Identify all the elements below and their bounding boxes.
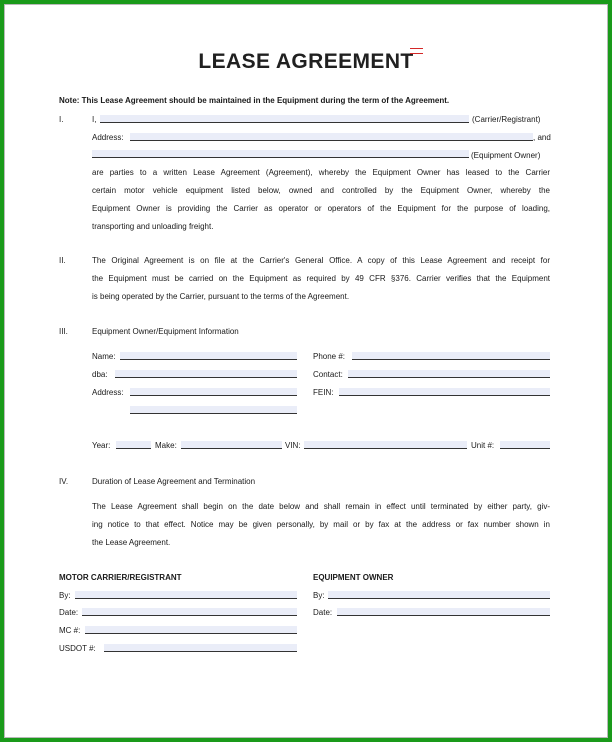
section-4-text-line-3: the Lease Agreement. bbox=[92, 538, 171, 547]
section-1-text-line-1: are parties to a written Lease Agreement (Agreement), whereby the Equipment Owner has leased to the Carrier bbox=[92, 168, 550, 177]
carrier-by-field[interactable] bbox=[75, 591, 297, 599]
section-4-text-line-1: The Lease Agreement shall begin on the date below and shall remain in effect until terminated by either party, giv- bbox=[92, 502, 550, 511]
vin-field[interactable] bbox=[304, 441, 467, 449]
make-field[interactable] bbox=[181, 441, 282, 449]
page-title: LEASE AGREEMENT bbox=[198, 50, 414, 73]
fein-field[interactable] bbox=[339, 388, 550, 396]
carrier-by-label: By: bbox=[59, 591, 71, 600]
section-4-heading: Duration of Lease Agreement and Termination bbox=[92, 477, 256, 486]
dba-field[interactable] bbox=[115, 370, 297, 378]
section-1-address-field[interactable] bbox=[130, 133, 533, 141]
owner-date-field[interactable] bbox=[337, 608, 550, 616]
owner-name-field[interactable] bbox=[120, 352, 297, 360]
motor-carrier-heading: MOTOR CARRIER/REGISTRANT bbox=[59, 573, 182, 582]
section-4-number: IV. bbox=[59, 477, 69, 486]
section-2-text-line-1: The Original Agreement is on file at the Carrier's General Office. A copy of this Lease Agreement and receipt for bbox=[92, 256, 550, 265]
carrier-registrant-suffix: (Carrier/Registrant) bbox=[472, 115, 541, 124]
mc-field[interactable] bbox=[85, 626, 297, 634]
section-1-number: I. bbox=[59, 115, 64, 124]
section-1-text-line-2: certain motor vehicle equipment listed below, owned and controlled by the Equipment Owner, whereby the bbox=[92, 186, 550, 195]
equipment-owner-name-field[interactable] bbox=[92, 150, 469, 158]
contact-label: Contact: bbox=[313, 370, 343, 379]
section-3-number: III. bbox=[59, 327, 68, 336]
phone-label: Phone #: bbox=[313, 352, 346, 361]
fein-label: FEIN: bbox=[313, 388, 334, 397]
unit-field[interactable] bbox=[500, 441, 550, 449]
contact-field[interactable] bbox=[348, 370, 550, 378]
owner-date-label: Date: bbox=[313, 608, 333, 617]
section-1-text-line-4: transporting and unloading freight. bbox=[92, 222, 214, 231]
unit-label: Unit #: bbox=[471, 441, 495, 450]
year-field[interactable] bbox=[116, 441, 151, 449]
carrier-date-field[interactable] bbox=[82, 608, 297, 616]
equipment-owner-suffix: (Equipment Owner) bbox=[471, 151, 541, 160]
and-suffix: , and bbox=[533, 133, 551, 142]
usdot-field[interactable] bbox=[104, 644, 297, 652]
owner-address-line-2-field[interactable] bbox=[130, 406, 297, 414]
owner-address-field[interactable] bbox=[130, 388, 297, 396]
phone-field[interactable] bbox=[352, 352, 550, 360]
carrier-date-label: Date: bbox=[59, 608, 79, 617]
year-label: Year: bbox=[92, 441, 111, 450]
equipment-owner-heading: EQUIPMENT OWNER bbox=[313, 573, 394, 582]
section-4-text-line-2: ing notice to that effect. Notice may be given personally, by mail or by fax at the address or fax number shown in bbox=[92, 520, 550, 529]
dba-label: dba: bbox=[92, 370, 108, 379]
section-2-text-line-3: is being operated by the Carrier, pursuant to the terms of the Agreement. bbox=[92, 292, 350, 301]
note-text: Note: This Lease Agreement should be maintained in the Equipment during the term of the Agreement. bbox=[59, 96, 450, 105]
make-label: Make: bbox=[155, 441, 177, 450]
section-1-address-label: Address: bbox=[92, 133, 124, 142]
owner-name-label: Name: bbox=[92, 352, 116, 361]
title-mark-decoration bbox=[410, 48, 423, 54]
mc-label: MC #: bbox=[59, 626, 81, 635]
section-2-text-line-2: the Equipment must be carried on the Equipment as required by 49 CFR §376. Carrier verifies that the Equipment bbox=[92, 274, 550, 283]
section-1-i-label: I, bbox=[92, 115, 97, 124]
section-2-number: II. bbox=[59, 256, 66, 265]
carrier-name-field[interactable] bbox=[100, 115, 469, 123]
owner-by-field[interactable] bbox=[328, 591, 550, 599]
owner-by-label: By: bbox=[313, 591, 325, 600]
usdot-label: USDOT #: bbox=[59, 644, 96, 653]
vin-label: VIN: bbox=[285, 441, 301, 450]
section-1-text-line-3: Equipment Owner is providing the Carrier as operator or operators of the Equipment for the purpose of loading, bbox=[92, 204, 550, 213]
owner-address-label: Address: bbox=[92, 388, 124, 397]
section-3-heading: Equipment Owner/Equipment Information bbox=[92, 327, 239, 336]
